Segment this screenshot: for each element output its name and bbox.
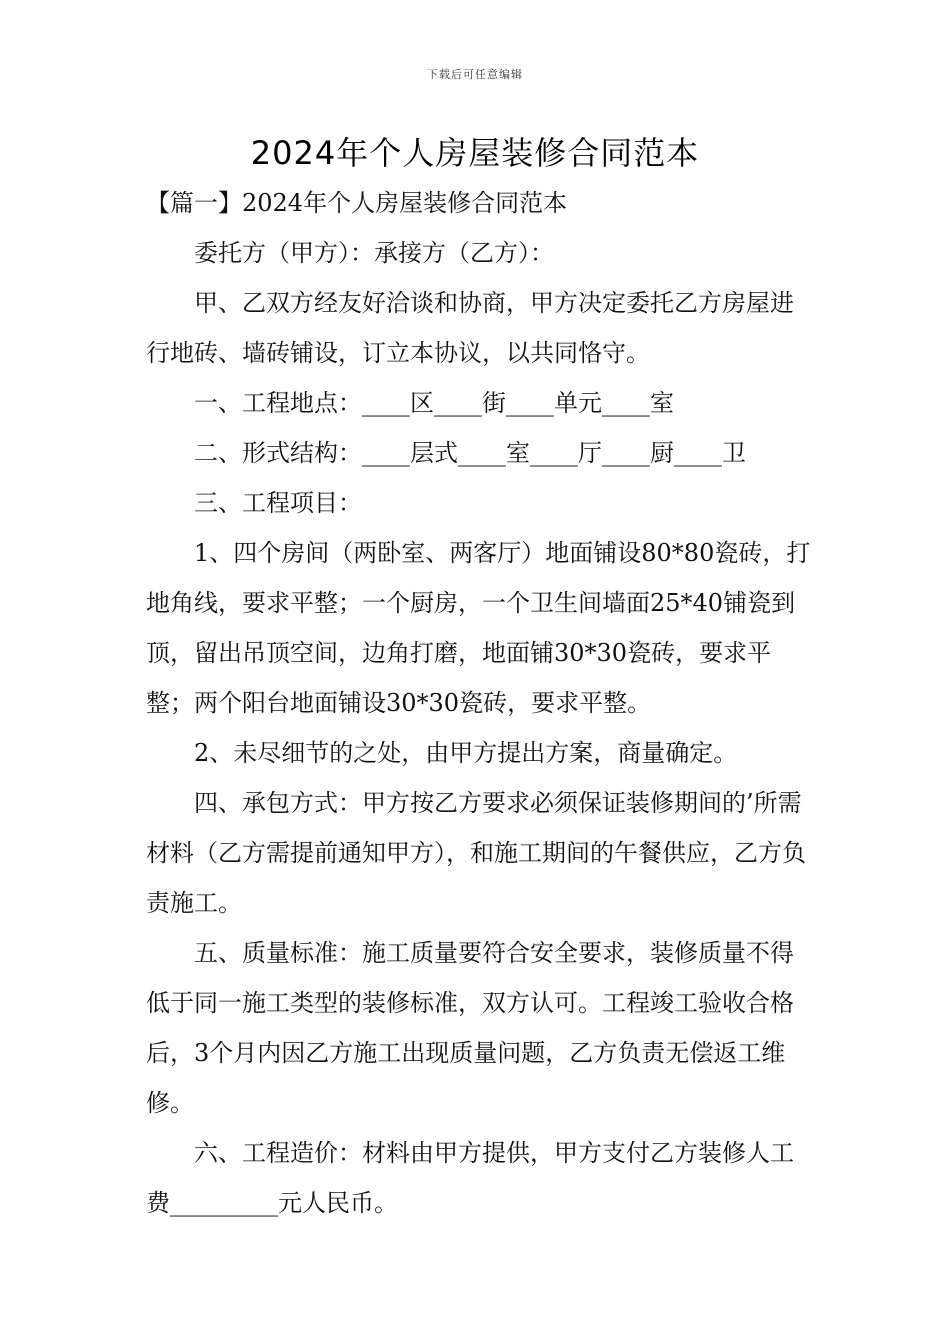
cost-paragraph: 六、工程造价：材料由甲方提供，甲方支付乙方装修人工费_________元人民币。 xyxy=(146,1139,794,1217)
intro-paragraph: 甲、乙双方经友好洽谈和协商，甲方决定委托乙方房屋进行地砖、墙砖铺设，订立本协议，以共同恪守。 xyxy=(146,289,794,367)
section-title: 【篇一】2024年个人房屋装修合同范本 xyxy=(146,189,568,217)
header-note: 下载后可任意编辑 xyxy=(427,68,523,81)
quality-paragraph: 五、质量标准：施工质量要符合安全要求，装修质量不得低于同一施工类型的装修标准，双方认可。工程竣工验收合格后，3个月内因乙方施工出现质量问题，乙方负责无偿返工维修。 xyxy=(146,939,794,1117)
contract-mode-paragraph: 四、承包方式：甲方按乙方要求必须保证装修期间的’所需材料（乙方需提前通知甲方），和施工期间的午餐供应，乙方负责施工。 xyxy=(146,789,806,917)
location-line: 一、工程地点：____区____街____单元____室 xyxy=(194,389,674,417)
document-title: 2024年个人房屋装修合同范本 xyxy=(250,134,700,172)
item-1-paragraph: 1、四个房间（两卧室、两客厅）地面铺设80*80瓷砖，打地角线，要求平整；一个厨房，一个卫生间墙面25*40铺瓷到顶，留出吊顶空间，边角打磨，地面铺30*30瓷砖，要求平整；两个阳台地面铺设30*30瓷砖，要求平整。 xyxy=(146,539,811,717)
items-heading: 三、工程项目： xyxy=(194,489,362,517)
parties-line: 委托方（甲方）：承接方（乙方）： xyxy=(194,239,554,267)
structure-line: 二、形式结构：____层式____室____厅____厨____卫 xyxy=(194,439,746,467)
item-2-paragraph: 2、未尽细节的之处，由甲方提出方案，商量确定。 xyxy=(194,739,738,767)
document-body xyxy=(146,178,816,1228)
